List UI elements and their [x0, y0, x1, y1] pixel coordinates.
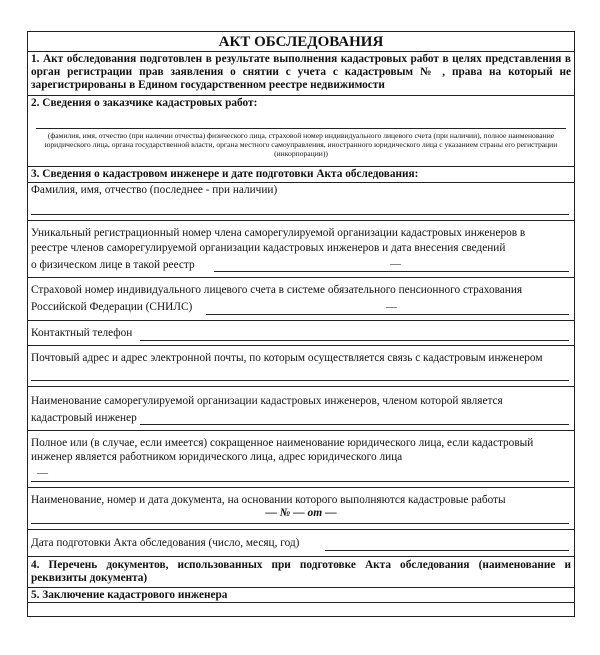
section-3-header: [27, 166, 575, 182]
reg-row: [27, 220, 575, 277]
section-5-header: [27, 587, 575, 602]
section-2-heading: 2. Сведения о заказчике кадастровых работ:: [31, 97, 258, 109]
form-title: АКТ ОБСЛЕДОВАНИЯ: [27, 31, 575, 51]
customer-input-line[interactable]: [36, 128, 566, 129]
fio-input-line[interactable]: [31, 214, 569, 215]
section-3-heading: 3. Сведения о кадастровом инженере и дате подготовки Акта обследования:: [31, 168, 419, 180]
sro-label-2: кадастровый инженер: [31, 412, 137, 424]
doc-value: — № — от —: [265, 507, 337, 519]
section-4-heading: 4. Перечень документов, использованных при подготовке Акта обследования (наименование и реквизиты документа): [31, 559, 571, 584]
fio-label: Фамилия, имя, отчество (последнее - при наличии): [31, 184, 278, 196]
reg-label-1: Уникальный регистрационный номер члена саморегулируемой организации кадастровых инженеров в: [31, 227, 526, 239]
fio-row: [27, 182, 575, 220]
reg-input-line[interactable]: [214, 271, 569, 272]
phone-row: [27, 320, 575, 345]
reg-label-2: реестре членов саморегулируемой организации кадастровых инженеров и дата внесения сведений: [31, 242, 506, 254]
reg-label-3: о физическом лице в такой реестр: [31, 259, 195, 271]
section-2-note: (фамилия, имя, отчество (при наличии отчества) физического лица, страховой номер индивидуального лицевого счета (при наличии), полное наименование юридического лица, органа государственной власти, органа местного самоуправления, иностранного юридического лица с указанием страны его регистрации (инкорпорации)): [44, 131, 558, 158]
section-1: [27, 51, 575, 95]
org-label-1: Полное или (в случае, если имеется) сокращенное наименование юридического лица, если кадастровый: [31, 437, 534, 449]
date-label: Дата подготовки Акта обследования (число, месяц, год): [31, 537, 300, 549]
section-2: [27, 95, 575, 166]
section-5-heading: 5. Заключение кадастрового инженера: [31, 589, 228, 601]
doc-input-line[interactable]: [31, 523, 569, 524]
phone-input-line[interactable]: [140, 340, 569, 341]
snils-row: [27, 277, 575, 320]
reg-value: —: [390, 258, 401, 270]
sro-label-1: Наименование саморегулируемой организации кадастровых инженеров, членом которой является: [31, 395, 503, 407]
snils-label-2: Российской Федерации (СНИЛС): [31, 301, 193, 313]
act-form: [27, 31, 575, 617]
snils-input-line[interactable]: [206, 314, 569, 315]
doc-label: Наименование, номер и дата документа, на основании которого выполняются кадастровые работы: [31, 494, 506, 506]
snils-value: —: [386, 301, 397, 313]
org-value: —: [37, 467, 48, 479]
snils-label-1: Страховой номер индивидуального лицевого счета в системе обязательного пенсионного страхования: [31, 284, 523, 296]
address-label: Почтовый адрес и адрес электронной почты, по которым осуществляется связь с кадастровым инженером: [31, 352, 543, 364]
doc-row: [27, 487, 575, 529]
address-input-line[interactable]: [31, 380, 569, 381]
date-row: [27, 529, 575, 556]
sro-input-line[interactable]: [140, 424, 569, 425]
section-4: [27, 556, 575, 587]
conclusion-field[interactable]: [27, 602, 575, 617]
section-1-text: 1. Акт обследования подготовлен в результате выполнения кадастровых работ в целях представления в орган регистрации прав заявления о снятии с учета с кадастровым № , права на который не зарегистрированы в Едином государственном реестре недвижимости: [31, 53, 571, 91]
phone-label: Контактный телефон: [31, 327, 133, 339]
address-row: [27, 345, 575, 386]
date-input-line[interactable]: [325, 550, 569, 551]
sro-row: [27, 386, 575, 430]
org-label-2: инженер является работником юридического лица, адрес юридического лица: [31, 451, 403, 463]
org-input-line[interactable]: [31, 481, 569, 482]
org-row: [27, 430, 575, 487]
